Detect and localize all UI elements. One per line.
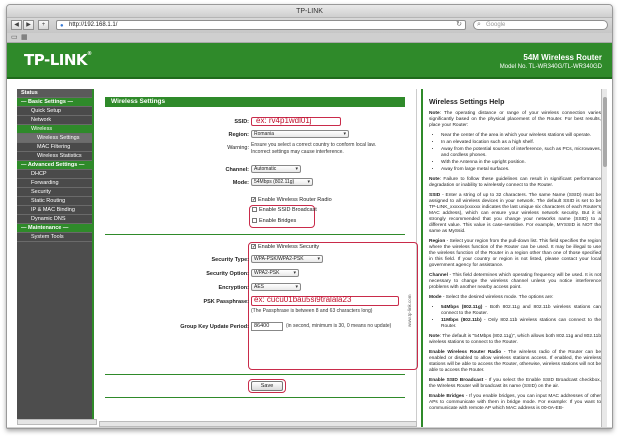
help-paragraph: Note: The default is "54Mbps (802.11g)", which allows both 802.11g and 802.11b wireless stations to connect to the Router. — [429, 334, 601, 345]
back-icon[interactable]: ◀ — [11, 20, 22, 30]
chevron-down-icon: ▾ — [295, 284, 298, 290]
chevron-down-icon: ▾ — [295, 166, 298, 172]
group-key-note: (in second, minimum is 30, 0 means no update) — [286, 323, 392, 329]
menu-status[interactable]: Status — [17, 89, 92, 98]
divider — [105, 397, 405, 398]
enable-bridges-checkbox[interactable] — [252, 218, 257, 223]
security-type-label: Security Type: — [211, 257, 249, 263]
url-bar[interactable] — [56, 20, 466, 30]
menu-quick-setup[interactable]: Quick Setup — [17, 107, 92, 116]
help-paragraph: Region - Select your region from the pull-down list. This field specifies the region where the wireless function of the Router can be used. It may be illegal to use the wireless function of the Router in a region other than one of those specified in this field. If your country or region is not listed, please contact your local government agency for assistance. — [429, 239, 601, 268]
help-body — [429, 111, 601, 416]
chevron-down-icon: ▾ — [293, 270, 296, 276]
security-option-select[interactable] — [251, 269, 299, 277]
menu-security[interactable]: Security — [17, 188, 92, 197]
ssid-input[interactable] — [251, 117, 341, 126]
menu-ip-mac-binding[interactable]: IP & MAC Binding — [17, 206, 92, 215]
main-panel — [99, 89, 417, 425]
forward-icon[interactable]: ▶ — [23, 20, 34, 30]
bookmarks-bar — [7, 33, 612, 43]
help-bullet: • Near the center of the area in which your wireless stations will operate. — [441, 133, 601, 139]
psk-note: (The Passphrase is between 8 and 63 characters long) — [251, 308, 373, 314]
copyright-text: www.tp-link.com — [407, 294, 412, 327]
menu-static-routing[interactable]: Static Routing — [17, 197, 92, 206]
group-key-input[interactable] — [251, 322, 283, 331]
enable-security-row[interactable]: ✓ Enable Wireless Security — [252, 244, 320, 251]
help-paragraph: Mode - Select the desired wireless mode. The options are: — [429, 295, 554, 300]
help-paragraph: SSID - Enter a string of up to 32 characters. The same Name (SSID) must be assigned to all wireless devices in your network. The default SSID is set to be TP-LINK_xxxxxx(xxxxxx indicates the last unique six characters of each Router's MAC address), which can ensure your wireless network security. But it is strongly recommended that you change your networks name (SSID) to a different value. This value is case-sensitive. For example, MYSSID is NOT the same as MySsid. — [429, 193, 601, 234]
menu-forwarding[interactable]: Forwarding — [17, 179, 92, 188]
menu-advanced-settings[interactable]: — Advanced Settings — — [17, 161, 92, 170]
sidebar-menu — [17, 89, 94, 419]
menu-wireless-statistics[interactable]: Wireless Statistics — [17, 152, 92, 161]
save-button[interactable]: Save — [251, 381, 283, 391]
menu-wireless-settings[interactable]: Wireless Settings — [17, 134, 92, 143]
tp-link-logo: TP-LINK® — [24, 51, 92, 69]
status-bar — [7, 427, 613, 429]
help-paragraph: Enable Bridges - If you enable bridges, you can input MAC addresses of other APs to communicate with them in bridge mode. For example: If you want to communicate with remote AP which MAC address is 00-0A-EB- — [429, 394, 601, 411]
help-mode-list — [441, 305, 601, 330]
mode-select[interactable] — [251, 178, 313, 186]
help-paragraph: Note: Failure to follow these guidelines can result in significant performance degradation or inability to wirelessly connect to the Router. — [429, 177, 601, 188]
mode-label: Mode: — [232, 180, 249, 186]
chevron-down-icon: ▾ — [343, 131, 346, 137]
menu-basic-settings[interactable]: — Basic Settings — — [17, 98, 92, 107]
enable-ssid-checkbox[interactable] — [252, 207, 257, 212]
group-key-value: 86400 — [254, 323, 270, 329]
add-tab-icon[interactable]: + — [38, 20, 49, 30]
browser-toolbar — [7, 18, 612, 33]
security-option-label: Security Option: — [206, 271, 249, 277]
menu-dynamic-dns[interactable]: Dynamic DNS — [17, 215, 92, 224]
router-header — [7, 43, 613, 79]
help-bullet: • In an elevated location such as a high shelf. — [441, 140, 601, 146]
model-title: 54M Wireless Router — [523, 53, 602, 62]
help-scroll-thumb[interactable] — [603, 97, 607, 167]
channel-label: Channel: — [225, 167, 249, 173]
security-type-value: WPA-PSK/WPA2-PSK — [254, 256, 304, 262]
region-label: Region: — [228, 132, 249, 138]
enable-security-checkbox[interactable]: ✓ — [252, 244, 257, 251]
search-placeholder: Google — [486, 22, 506, 28]
help-bullet: • Away from the potential sources of interference, such as PCs, microwaves, and cordless phones. — [441, 147, 601, 159]
menu-network[interactable]: Network — [17, 116, 92, 125]
channel-select[interactable] — [251, 165, 301, 173]
channel-value: Automatic — [254, 166, 277, 172]
top-sites-icon[interactable]: ▦ — [21, 34, 28, 41]
psk-input[interactable] — [251, 296, 399, 306]
divider — [105, 234, 405, 235]
chevron-down-icon: ▾ — [307, 179, 310, 185]
region-select[interactable] — [251, 130, 349, 138]
region-value: Romania — [254, 131, 275, 137]
divider — [105, 374, 405, 375]
help-title: Wireless Settings Help — [429, 99, 505, 106]
browser-window — [6, 4, 613, 429]
warning-text: Ensure you select a correct country to conform local law. Incorrect settings may cause interference. — [251, 142, 377, 155]
enable-radio-row[interactable]: ✓ Enable Wireless Router Radio — [252, 197, 332, 204]
help-scrollbar[interactable] — [601, 89, 607, 429]
help-panel — [421, 89, 607, 429]
menu-system-tools[interactable]: System Tools — [17, 233, 92, 242]
ssid-value: ex: rv4p1wdl01j — [256, 116, 312, 125]
group-key-label: Group Key Update Period: — [180, 324, 249, 330]
model-number: Model No. TL-WR340G/TL-WR340GD — [499, 64, 602, 70]
page-title: Wireless Settings — [111, 98, 166, 105]
menu-scrollbar[interactable] — [17, 419, 97, 425]
url-text: http://192.168.1.1/ — [69, 22, 118, 28]
help-paragraph: Channel - This field determines which operating frequency will be used. It is not necessary to change the wireless channel unless you notice interference problems with another nearby access point. — [429, 273, 601, 290]
router-page — [7, 43, 613, 429]
globe-icon: ● — [60, 23, 64, 29]
help-paragraph: Note: The operating distance or range of your wireless connection varies significantly based on the physical placement of the Router. For best results, place your Router: — [429, 111, 601, 128]
menu-maintenance[interactable]: — Maintenance — — [17, 224, 92, 233]
search-input[interactable] — [473, 20, 608, 30]
security-option-value: WPA2-PSK — [254, 270, 280, 276]
enable-bridges-row[interactable]: Enable Bridges — [252, 217, 296, 225]
encryption-select[interactable] — [251, 283, 301, 291]
psk-label: PSK Passphrase: — [203, 299, 249, 305]
chevron-down-icon: ▾ — [317, 256, 320, 262]
help-bullet-list — [441, 133, 601, 173]
encryption-value: AES — [254, 284, 265, 290]
help-paragraph: Enable Wireless Router Radio - The wireless radio of the Router can be enabled or disabled to allow wireless stations access. If enabled, the wireless stations will be able to access the Router, otherwise, wireless stations will not be able to access the Router. — [429, 350, 601, 373]
menu-mac-filtering[interactable]: MAC Filtering — [17, 143, 92, 152]
psk-value: ex: cucu01bau5si9tralala23 — [254, 295, 352, 304]
warning-label: Warning: — [227, 145, 249, 151]
help-mode-item: • 11Mbps (802.11b) - Only 802.11b wireless stations can connect to the Router. — [441, 318, 601, 330]
reload-icon[interactable]: ↻ — [456, 21, 462, 28]
security-type-select[interactable] — [251, 255, 323, 263]
reading-list-icon[interactable]: ▭ — [11, 34, 18, 41]
window-title: TP-LINK — [7, 5, 612, 18]
ssid-label: SSID: — [234, 119, 249, 125]
enable-ssid-row[interactable]: Enable SSID Broadcast — [252, 206, 317, 214]
help-bullet: • Away from large metal surfaces. — [441, 167, 601, 173]
menu-dhcp[interactable]: DHCP — [17, 170, 92, 179]
help-mode-item: • 54Mbps (802.11g) - Both 802.11g and 802.11b wireless stations can connect to the Router. — [441, 305, 601, 317]
mode-value: 54Mbps (802.11g) — [254, 179, 295, 185]
menu-wireless[interactable]: Wireless — [17, 125, 92, 134]
help-bullet: • With the Antenna in the upright position. — [441, 160, 601, 166]
encryption-label: Encryption: — [218, 285, 249, 291]
enable-radio-checkbox[interactable]: ✓ — [252, 197, 257, 204]
help-paragraph: Enable SSID Broadcast - If you select the Enable SSID Broadcast checkbox, the Wireless Router will broadcast its name (SSID) on the air. — [429, 378, 601, 389]
search-icon: ⌕ — [477, 21, 481, 28]
